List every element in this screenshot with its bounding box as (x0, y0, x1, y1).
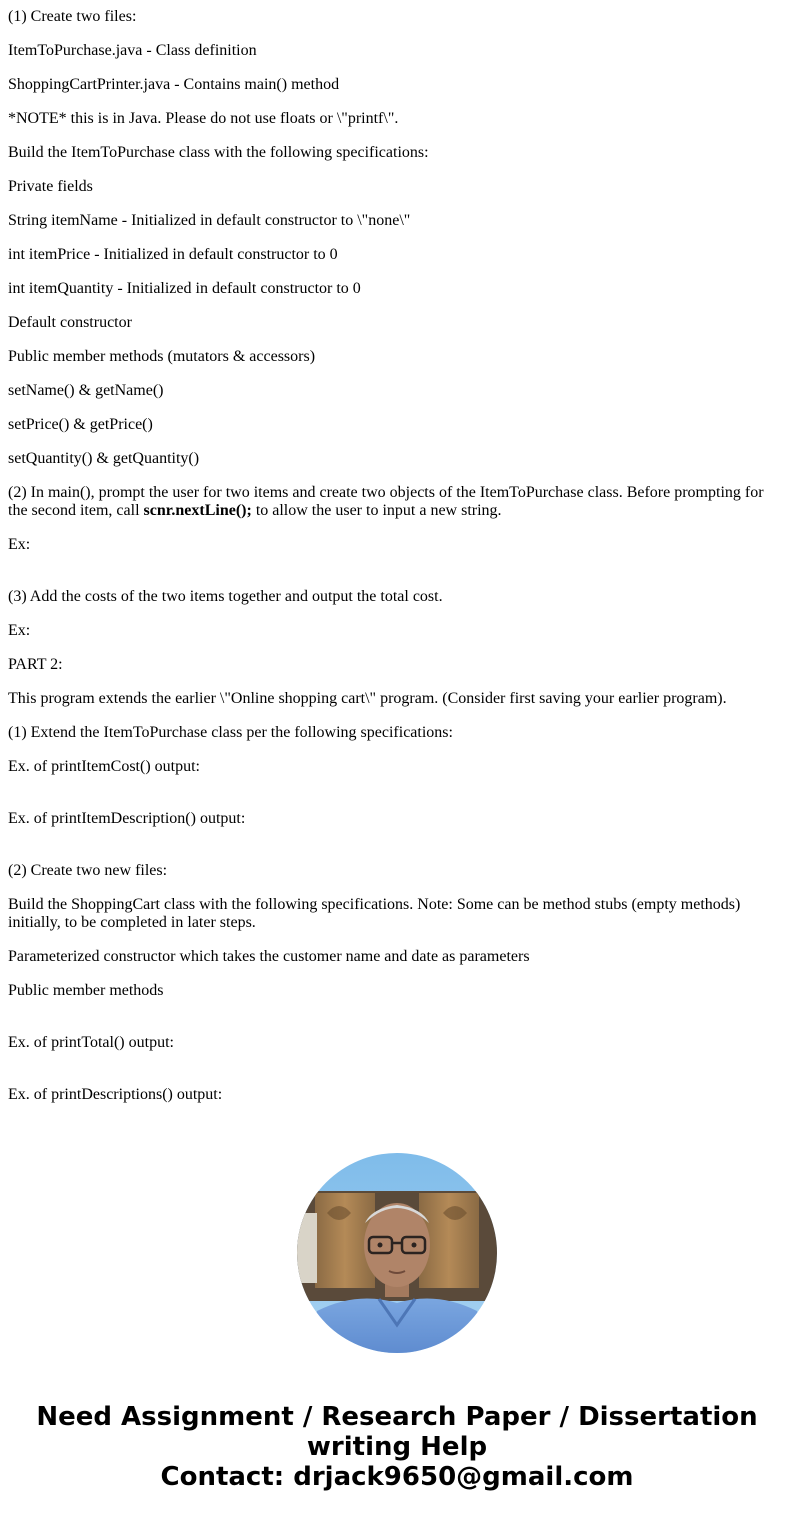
promo-banner (0, 1402, 794, 1492)
paragraph: Default constructor (8, 314, 132, 331)
paragraph: Ex. of printTotal() output: (8, 1034, 174, 1051)
paragraph: Build the ItemToPurchase class with the following specifications: (8, 144, 429, 161)
paragraph: Ex. of printDescriptions() output: (8, 1086, 223, 1103)
promo-line-1: Need Assignment / Research Paper / Dissertation (36, 1402, 758, 1432)
paragraph: setPrice() & getPrice() (8, 416, 153, 433)
paragraph: This program extends the earlier \"Online shopping cart\" program. (Consider first saving your earlier program). (8, 690, 727, 707)
paragraph: (2) Create two new files: (8, 862, 168, 879)
blank-space (8, 1016, 786, 1034)
paragraph: Ex. of printItemDescription() output: (8, 810, 246, 827)
promo-line-2: writing Help (306, 1432, 488, 1462)
paragraph: setName() & getName() (8, 382, 164, 399)
paragraph: ShoppingCartPrinter.java - Contains main() method (8, 76, 340, 93)
blank-space (8, 844, 786, 862)
text-span: to allow the user to input a new string. (251, 502, 502, 519)
blank-space (8, 1068, 786, 1086)
paragraph: (1) Extend the ItemToPurchase class per the following specifications: (8, 724, 453, 741)
paragraph: Private fields (8, 178, 93, 195)
promo-contact: Contact: drjack9650@gmail.com (160, 1462, 634, 1492)
blank-space (8, 792, 786, 810)
paragraph: int itemQuantity - Initialized in default constructor to 0 (8, 280, 361, 297)
paragraph: Public member methods (8, 982, 164, 999)
portrait-image (297, 1153, 497, 1353)
text-span: (2) In main(), prompt the user for two items and create two objects of the ItemToPurchase class. Before prompting for the second item, call (8, 484, 764, 519)
paragraph: Ex: (8, 536, 31, 553)
paragraph: Ex: (8, 622, 31, 639)
paragraph: setQuantity() & getQuantity() (8, 450, 200, 467)
paragraph: PART 2: (8, 656, 63, 673)
note-paragraph: *NOTE* this is in Java. Please do not use floats or \"printf\". (8, 110, 399, 127)
paragraph: Ex. of printItemCost() output: (8, 758, 200, 775)
author-photo (297, 1153, 497, 1353)
blank-space (8, 570, 786, 588)
paragraph (8, 484, 786, 520)
paragraph: (3) Add the costs of the two items together and output the total cost. (8, 588, 443, 605)
paragraph: (1) Create two files: (8, 8, 137, 25)
paragraph: ItemToPurchase.java - Class definition (8, 42, 257, 59)
paragraph: Public member methods (mutators & accessors) (8, 348, 316, 365)
code-snippet: scnr.nextLine(); (143, 502, 252, 519)
paragraph: String itemName - Initialized in default constructor to \"none\" (8, 212, 411, 229)
paragraph: int itemPrice - Initialized in default constructor to 0 (8, 246, 338, 263)
paragraph: Parameterized constructor which takes the customer name and date as parameters (8, 948, 530, 965)
paragraph: Build the ShoppingCart class with the following specifications. Note: Some can be method stubs (empty methods) initially, to be completed in later steps. (8, 896, 741, 931)
